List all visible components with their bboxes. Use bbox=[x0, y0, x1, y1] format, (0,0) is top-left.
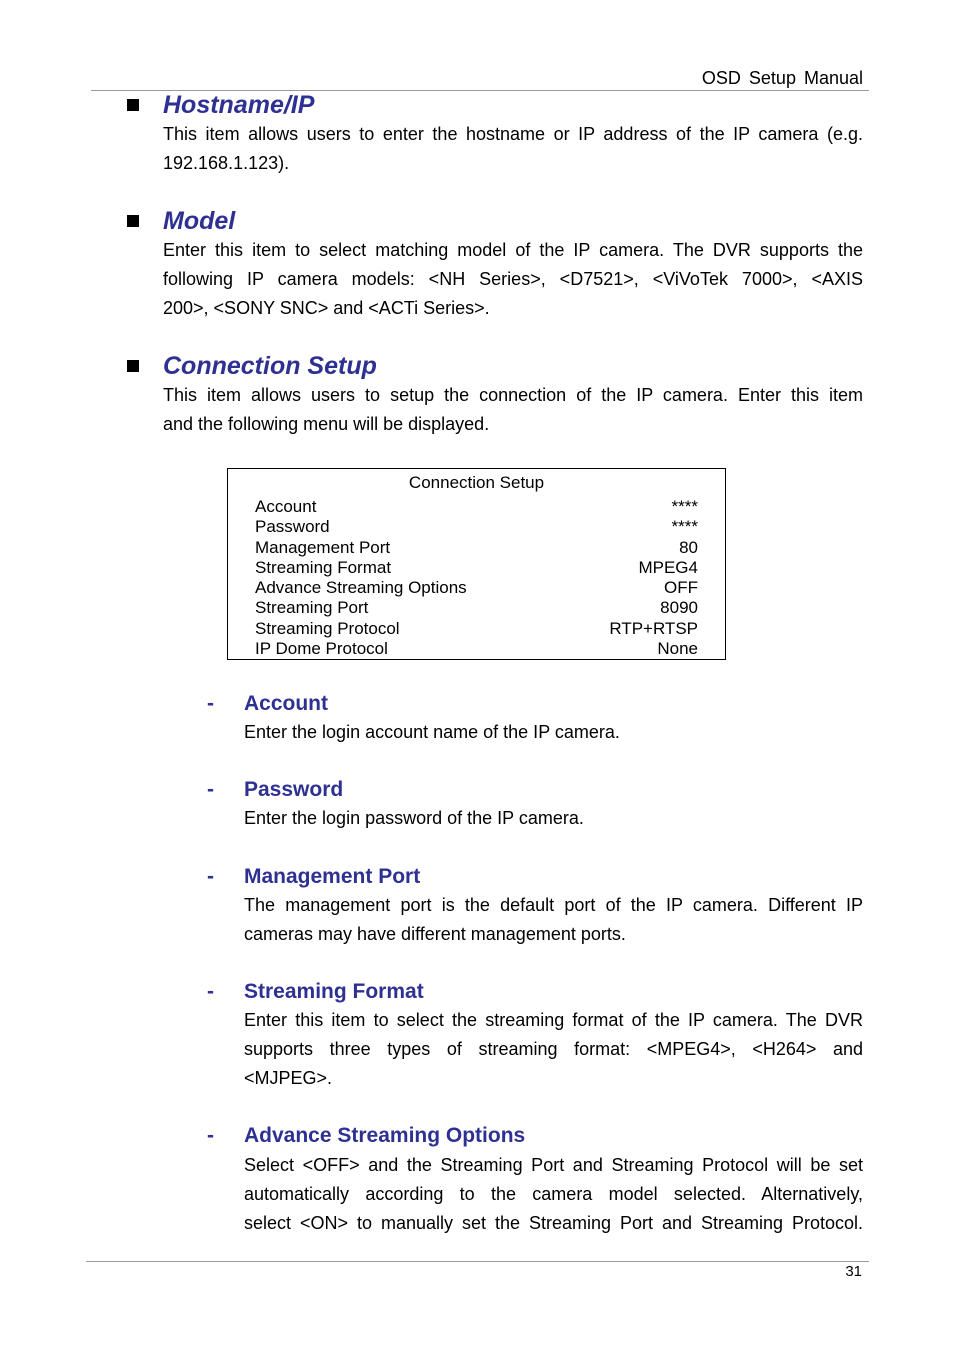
body-line: following IP camera models: <NH Series>, <D7521>, <ViVoTek 7000>, <AXIS bbox=[163, 269, 863, 289]
body-line: Select <OFF> and the Streaming Port and Streaming Protocol will be set bbox=[244, 1155, 863, 1175]
menu-row-value: MPEG4 bbox=[638, 557, 698, 577]
body-line: This item allows users to enter the hostname or IP address of the IP camera (e.g. bbox=[163, 124, 863, 144]
subsection-dash: - bbox=[207, 1124, 214, 1147]
square-bullet-icon bbox=[127, 360, 139, 372]
menu-row-value: 80 bbox=[679, 537, 698, 557]
menu-row-streaming-protocol bbox=[255, 619, 698, 639]
menu-row-streaming-format bbox=[255, 558, 698, 578]
connection-setup-menu bbox=[227, 468, 726, 660]
section-heading-hostname bbox=[127, 89, 314, 121]
menu-row-label: Password bbox=[255, 517, 330, 537]
body-line: select <ON> to manually set the Streaming Port and Streaming Protocol. bbox=[244, 1213, 863, 1233]
subsection-dash: - bbox=[207, 692, 214, 715]
menu-row-label: Advance Streaming Options bbox=[255, 578, 467, 598]
menu-title: Connection Setup bbox=[408, 473, 545, 492]
footer-divider bbox=[86, 1261, 869, 1262]
section-title: Model bbox=[163, 206, 236, 235]
running-header: OSD Setup Manual bbox=[701, 68, 863, 88]
body-line: Enter the login account name of the IP camera. bbox=[244, 722, 620, 742]
body-line: This item allows users to setup the connection of the IP camera. Enter this item bbox=[163, 385, 863, 405]
subsection-body-management-port bbox=[244, 891, 863, 949]
subsection-title-streaming-format: Streaming Format bbox=[244, 980, 424, 1003]
section-body-hostname bbox=[163, 120, 863, 178]
subsection-title-account: Account bbox=[244, 692, 328, 715]
square-bullet-icon bbox=[127, 99, 139, 111]
section-body-connection-setup bbox=[163, 381, 863, 439]
section-heading-model bbox=[127, 205, 235, 237]
body-line: <MJPEG>. bbox=[244, 1068, 333, 1088]
section-title: Hostname/IP bbox=[163, 90, 315, 119]
menu-row-account bbox=[255, 497, 698, 517]
square-bullet-icon bbox=[127, 215, 139, 227]
menu-row-label: Streaming Format bbox=[255, 557, 392, 577]
subsection-dash: - bbox=[207, 865, 214, 888]
menu-row-value: None bbox=[657, 639, 698, 659]
menu-row-label: Streaming Port bbox=[255, 598, 369, 618]
body-line: The management port is the default port of the IP camera. Different IP bbox=[244, 895, 863, 915]
menu-row-password bbox=[255, 517, 698, 537]
subsection-body-streaming-format bbox=[244, 1006, 863, 1093]
menu-row-value: OFF bbox=[664, 578, 698, 598]
menu-row-management-port bbox=[255, 538, 698, 558]
menu-row-label: IP Dome Protocol bbox=[255, 639, 388, 659]
menu-row-ip-dome-protocol bbox=[255, 639, 698, 659]
section-body-model bbox=[163, 236, 863, 323]
menu-row-label: Management Port bbox=[255, 537, 391, 557]
page-number: 31 bbox=[845, 1263, 862, 1280]
subsection-dash: - bbox=[207, 980, 214, 1003]
body-line: cameras may have different management ports. bbox=[244, 924, 626, 944]
menu-row-label: Streaming Protocol bbox=[255, 618, 400, 638]
subsection-title-management-port: Management Port bbox=[244, 865, 421, 888]
body-line: 200>, <SONY SNC> and <ACTi Series>. bbox=[163, 298, 490, 318]
menu-row-streaming-port bbox=[255, 598, 698, 618]
subsection-title-advance-streaming-options: Advance Streaming Options bbox=[244, 1124, 526, 1147]
section-title: Connection Setup bbox=[163, 351, 377, 380]
subsection-dash: - bbox=[207, 778, 214, 801]
menu-row-advance-streaming-options bbox=[255, 578, 698, 598]
body-line: and the following menu will be displayed. bbox=[163, 414, 490, 434]
menu-row-value: RTP+RTSP bbox=[609, 618, 698, 638]
subsection-body-password bbox=[244, 804, 863, 833]
body-line: Enter this item to select matching model of the IP camera. The DVR supports the bbox=[163, 240, 863, 260]
body-line: Enter the login password of the IP camera. bbox=[244, 808, 584, 828]
menu-row-value: **** bbox=[671, 517, 698, 537]
body-line: 192.168.1.123). bbox=[163, 153, 290, 173]
subsection-body-account bbox=[244, 718, 863, 747]
subsection-title-password: Password bbox=[244, 778, 344, 801]
section-heading-connection-setup bbox=[127, 350, 377, 382]
body-line: supports three types of streaming format: <MPEG4>, <H264> and bbox=[244, 1039, 863, 1059]
menu-row-value: 8090 bbox=[660, 598, 698, 618]
menu-row-value: **** bbox=[671, 497, 698, 516]
body-line: automatically according to the camera model selected. Alternatively, bbox=[244, 1184, 863, 1204]
menu-row-label: Account bbox=[255, 497, 317, 516]
subsection-body-advance-streaming-options bbox=[244, 1151, 863, 1238]
body-line: Enter this item to select the streaming format of the IP camera. The DVR bbox=[244, 1010, 863, 1030]
